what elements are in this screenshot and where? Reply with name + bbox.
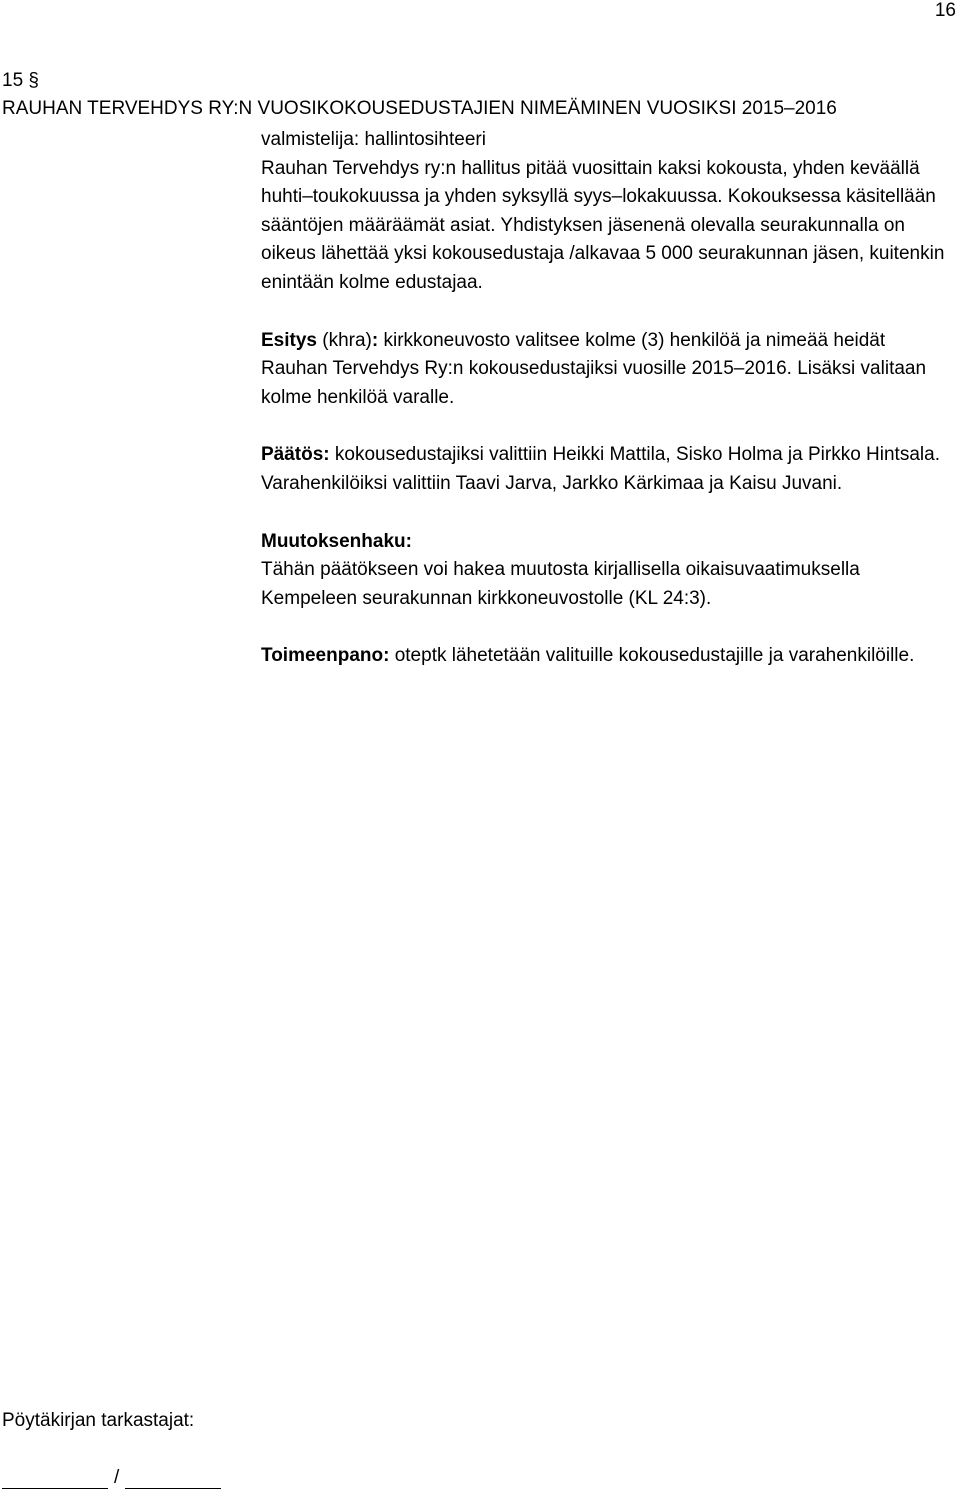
implementation-paragraph [261,642,956,671]
section-title: RAUHAN TERVEHDYS RY:N VUOSIKOKOUSEDUSTAJIEN NIMEÄMINEN VUOSIKSI 2015–2016 [2,98,837,119]
section-content [261,126,956,700]
proposal-label: Esitys [261,329,317,351]
reviewers-label: Pöytäkirjan tarkastajat: [2,1410,195,1431]
section-number: 15 § [2,70,39,91]
signature-lines [2,1467,221,1489]
proposal-colon: : [371,329,384,351]
implementation-label: Toimeenpano: [261,645,390,667]
page-number: 16 [934,0,956,21]
appeal-text: Tähän päätökseen voi hakea muutosta kirjallisella oikaisuvaatimuksella Kempeleen seurakunnan kirkkoneuvostolle (KL 24:3). [261,559,860,609]
proposal-text: kirkkoneuvosto valitsee kolme (3) henkilöä ja nimeää heidät Rauhan Tervehdys Ry:n kokousedustajiksi vuosille 2015–2016. Lisäksi valitaan kolme henkilöä varalle. [261,329,927,408]
implementation-text: oteptk lähetetään valituille kokousedustajille ja varahenkilöille. [389,645,915,667]
signature-line-second [125,1468,221,1489]
background-paragraph: Rauhan Tervehdys ry:n hallitus pitää vuosittain kaksi kokousta, yhden keväällä huhti–toukokuussa ja yhden syksyllä syys–lokakuussa. Kokouksessa käsitellään sääntöjen määräämät asiat. Yhdistyksen jäsenenä olevalla seurakunnalla on oikeus lähettää yksi kokousedustaja /alkavaa 5 000 seurakunnan jäsen, kuitenkin enintään kolme edustajaa. [261,157,945,293]
preparer-line: valmistelija: hallintosihteeri [261,129,486,150]
proposal-by: (khra) [316,329,372,351]
decision-text: kokousedustajiksi valittiin Heikki Mattila, Sisko Holma ja Pirkko Hintsala. Varahenkilöiksi valittiin Taavi Jarva, Jarkko Kärkimaa ja Kaisu Juvani. [261,444,940,494]
proposal-paragraph [261,327,956,413]
appeal-label: Muutoksenhaku: [261,530,412,552]
decision-label: Päätös: [261,444,330,466]
signature-line-first [2,1468,108,1489]
signature-separator: / [114,1467,120,1488]
decision-paragraph [261,441,956,498]
